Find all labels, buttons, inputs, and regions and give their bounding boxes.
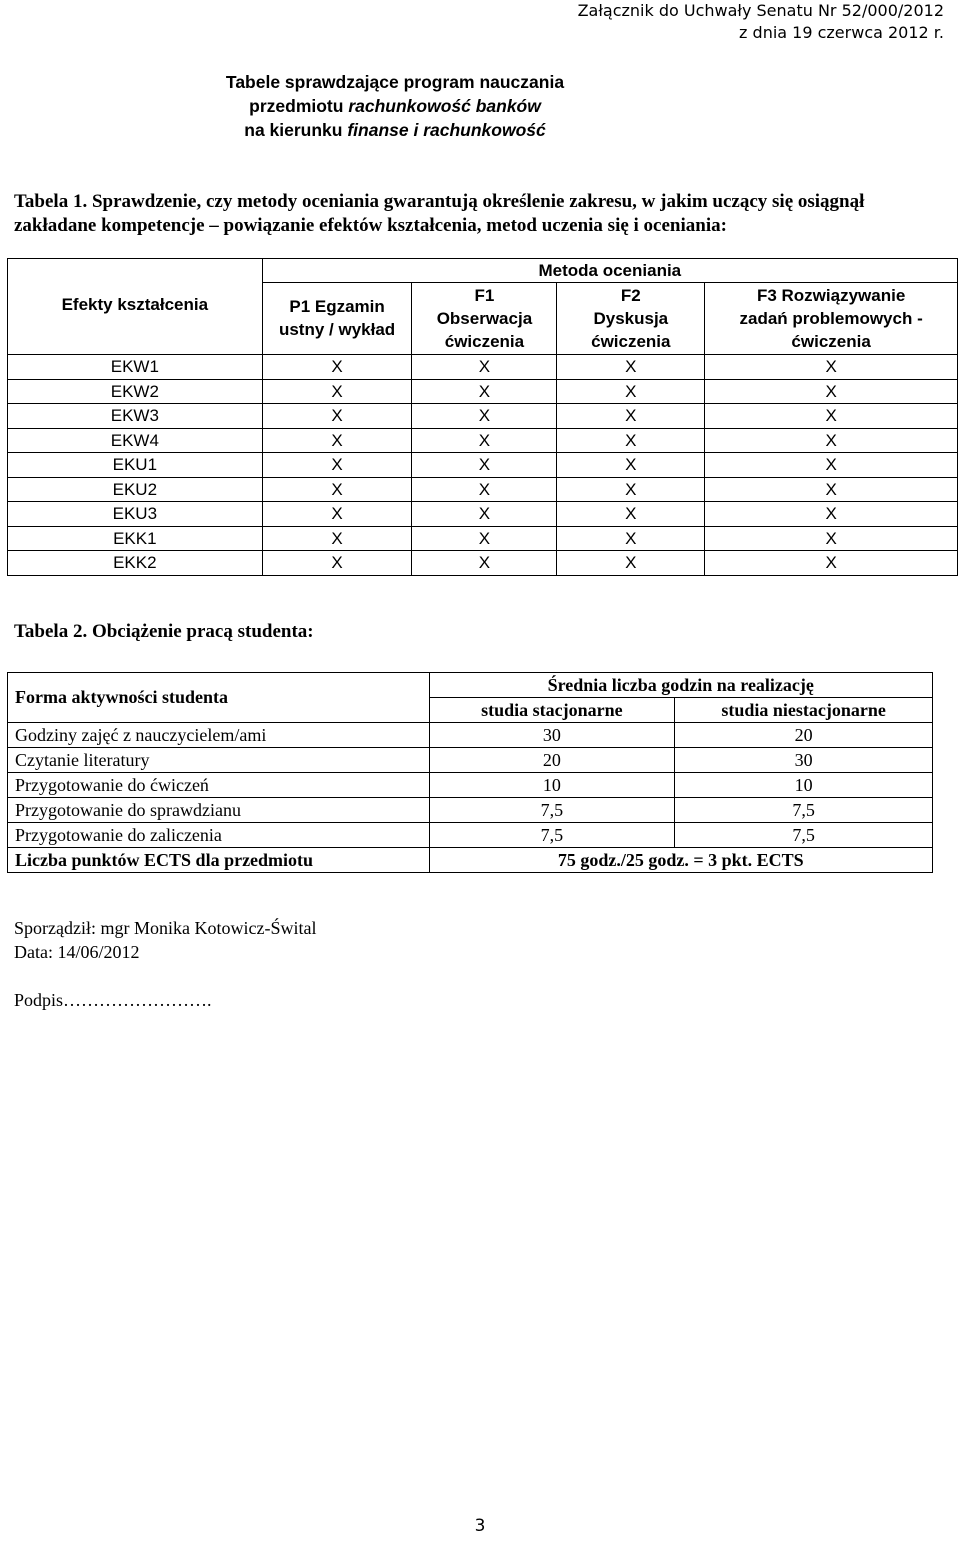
method-mark: X [557, 428, 705, 453]
full-time-hours: 7,5 [429, 798, 675, 823]
table-row [8, 526, 958, 551]
method-mark: X [262, 502, 412, 527]
document-title [0, 70, 790, 142]
method-header-f2 [557, 283, 705, 355]
full-time-header: studia stacjonarne [429, 698, 675, 723]
method-mark: X [262, 428, 412, 453]
effect-code: EKW1 [8, 355, 263, 380]
method-f2-line-3: ćwiczenia [591, 332, 671, 351]
method-mark: X [262, 355, 412, 380]
course-name: rachunkowość banków [348, 96, 541, 116]
method-mark: X [412, 453, 557, 478]
full-time-hours: 10 [429, 773, 675, 798]
method-f2-line-2: Dyskusja [593, 309, 669, 328]
hours-group-header: Średnia liczba godzin na realizację [429, 673, 933, 698]
method-mark: X [262, 551, 412, 576]
table-row [8, 477, 958, 502]
title-line-1: Tabele sprawdzające program nauczania [225, 72, 565, 92]
title-line-3-prefix: na kierunku [244, 120, 348, 140]
method-mark: X [705, 355, 958, 380]
table-row [8, 798, 933, 823]
attachment-line-2: z dnia 19 czerwca 2012 r. [739, 23, 944, 42]
effect-code: EKW3 [8, 404, 263, 429]
method-mark: X [557, 355, 705, 380]
activity-label: Przygotowanie do sprawdzianu [8, 798, 430, 823]
part-time-hours: 20 [675, 723, 933, 748]
method-mark: X [705, 428, 958, 453]
prepared-by-block [14, 916, 316, 964]
effect-code: EKW4 [8, 428, 263, 453]
activity-label: Przygotowanie do ćwiczeń [8, 773, 430, 798]
table2-caption: Tabela 2. Obciążenie pracą studenta: [14, 621, 314, 642]
effect-code: EKK1 [8, 526, 263, 551]
table-row [8, 379, 958, 404]
method-mark: X [412, 428, 557, 453]
method-mark: X [262, 526, 412, 551]
method-mark: X [412, 404, 557, 429]
field-of-study: finanse i rachunkowość [347, 120, 546, 140]
title-line-3 [0, 118, 790, 142]
prepared-by: Sporządził: mgr Monika Kotowicz-Śwital [14, 918, 317, 938]
method-mark: X [262, 379, 412, 404]
method-mark: X [557, 502, 705, 527]
assessment-methods-table [7, 258, 958, 576]
page-number: 3 [474, 1516, 486, 1536]
table-row [8, 551, 958, 576]
method-f3-line-2: zadań problemowych - [739, 309, 923, 328]
method-mark: X [412, 526, 557, 551]
table-row [8, 355, 958, 380]
method-mark: X [705, 477, 958, 502]
part-time-hours: 7,5 [675, 798, 933, 823]
full-time-hours: 7,5 [429, 823, 675, 848]
prepared-date: Data: 14/06/2012 [14, 942, 140, 962]
method-p1-line-1: P1 Egzamin [289, 297, 385, 316]
method-mark: X [412, 355, 557, 380]
part-time-hours: 7,5 [675, 823, 933, 848]
method-header-f1 [412, 283, 557, 355]
activity-label: Przygotowanie do zaliczenia [8, 823, 430, 848]
full-time-hours: 30 [429, 723, 675, 748]
effect-code: EKW2 [8, 379, 263, 404]
workload-table [7, 672, 933, 873]
method-f1-line-2: Obserwacja [436, 309, 533, 328]
table-row [8, 453, 958, 478]
table-row [8, 748, 933, 773]
method-mark: X [557, 404, 705, 429]
table-row [8, 823, 933, 848]
table1-caption: Tabela 1. Sprawdzenie, czy metody oceniania gwarantują określenie zakresu, w jakim uczący się osiągnął zakładane kompetencje – powiązanie efektów kształcenia, metod uczenia się i oceniania: [14, 191, 865, 236]
method-mark: X [705, 526, 958, 551]
method-mark: X [262, 404, 412, 429]
signature-line: Podpis……………………. [14, 990, 212, 1010]
effect-code: EKK2 [8, 551, 263, 576]
effects-header: Efekty kształcenia [8, 259, 263, 355]
table-row [8, 502, 958, 527]
method-mark: X [557, 379, 705, 404]
method-mark: X [412, 477, 557, 502]
method-f3-line-3: ćwiczenia [791, 332, 871, 351]
attachment-line-1: Załącznik do Uchwały Senatu Nr 52/000/2012 [577, 1, 944, 20]
method-mark: X [262, 453, 412, 478]
method-mark: X [705, 551, 958, 576]
method-mark: X [412, 551, 557, 576]
title-line-2 [0, 94, 790, 118]
effect-code: EKU3 [8, 502, 263, 527]
method-p1-line-2: ustny / wykład [278, 320, 396, 339]
part-time-header: studia niestacjonarne [675, 698, 933, 723]
table-row [8, 428, 958, 453]
method-mark: X [705, 404, 958, 429]
method-mark: X [557, 526, 705, 551]
activity-header: Forma aktywności studenta [8, 673, 430, 723]
method-f1-line-1: F1 [474, 286, 495, 305]
method-mark: X [412, 379, 557, 404]
method-mark: X [705, 379, 958, 404]
method-f2-line-1: F2 [620, 286, 641, 305]
method-f1-line-3: ćwiczenia [444, 332, 525, 351]
table-row [8, 773, 933, 798]
method-mark: X [705, 502, 958, 527]
full-time-hours: 20 [429, 748, 675, 773]
method-header-f3 [705, 283, 958, 355]
table-row [8, 723, 933, 748]
method-mark: X [557, 453, 705, 478]
activity-label: Czytanie literatury [8, 748, 430, 773]
method-mark: X [557, 551, 705, 576]
table-row [8, 404, 958, 429]
effect-code: EKU1 [8, 453, 263, 478]
method-mark: X [412, 502, 557, 527]
part-time-hours: 30 [675, 748, 933, 773]
method-mark: X [262, 477, 412, 502]
method-f3-line-1: F3 Rozwiązywanie [756, 286, 906, 305]
ects-total-value: 75 godz./25 godz. = 3 pkt. ECTS [429, 848, 933, 873]
attachment-note [578, 0, 944, 44]
method-mark: X [557, 477, 705, 502]
method-mark: X [705, 453, 958, 478]
effect-code: EKU2 [8, 477, 263, 502]
method-header-p1 [262, 283, 412, 355]
activity-label: Godziny zajęć z nauczycielem/ami [8, 723, 430, 748]
method-group-header: Metoda oceniania [262, 259, 957, 283]
part-time-hours: 10 [675, 773, 933, 798]
title-line-2-prefix: przedmiotu [249, 96, 349, 116]
ects-total-label: Liczba punktów ECTS dla przedmiotu [8, 848, 430, 873]
